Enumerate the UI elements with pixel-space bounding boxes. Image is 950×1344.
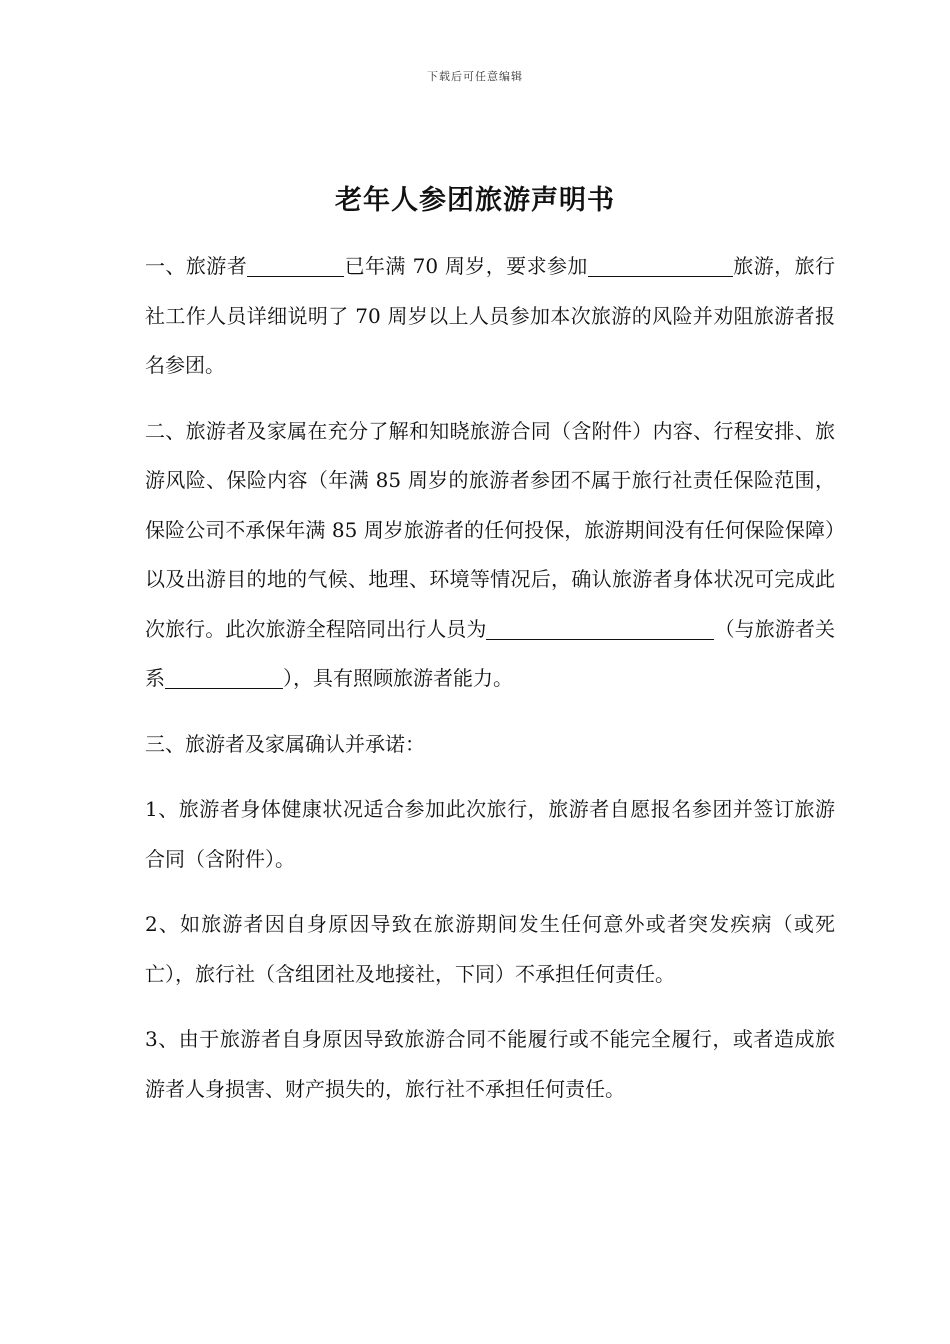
section-2-text-a: 二、旅游者及家属在充分了解和知晓旅游合同（含附件）内容、行程安排、旅游风险、保险内容（年满 85 周岁的旅游者参团不属于旅行社责任保险范围，保险公司不承保年满 85 周岁旅游者的任何投保，旅游期间没有任何保险保障）以及出游目的地的气候、地理、环境等情况后，确认旅游者身体状况可完成此次旅行。此次旅游全程陪同出行人员为 (145, 418, 835, 641)
document-body (145, 242, 835, 1130)
companion-name-blank[interactable] (486, 611, 714, 640)
section-2-text-c: ），具有照顾旅游者能力。 (283, 666, 513, 690)
document-title: 老年人参团旅游声明书 (335, 185, 615, 216)
section-1-text-c: 旅游，旅行社工作人员详细说明了 70 周岁以上人员参加本次旅游的风险并劝阻旅游者报名参团。 (145, 254, 836, 377)
header-note: 下载后可任意编辑 (427, 70, 523, 83)
traveler-name-blank[interactable] (247, 248, 344, 277)
section-1-text-b: 已年满 70 周岁，要求参加 (344, 254, 588, 278)
commitment-item-3: 3、由于旅游者自身原因导致旅游合同不能履行或不能完全履行，或者造成旅游者人身损害、财产损失的，旅行社不承担任何责任。 (145, 1027, 835, 1101)
section-3-heading: 三、旅游者及家属确认并承诺： (145, 731, 425, 756)
commitment-item-2: 2、如旅游者因自身原因导致在旅游期间发生任何意外或者突发疾病（或死亡），旅行社（含组团社及地接社，下同）不承担任何责任。 (145, 912, 835, 986)
commitment-item-1: 1、旅游者身体健康状况适合参加此次旅行，旅游者自愿报名参团并签订旅游合同（含附件）。 (145, 797, 835, 871)
section-1-text-a: 一、旅游者 (145, 254, 248, 278)
section-2-text-b: （与旅游者关系 (145, 616, 836, 690)
section-1-paragraph (145, 242, 835, 391)
tour-name-blank[interactable] (588, 248, 733, 277)
section-2-paragraph (145, 407, 835, 704)
relationship-blank[interactable] (165, 660, 283, 689)
